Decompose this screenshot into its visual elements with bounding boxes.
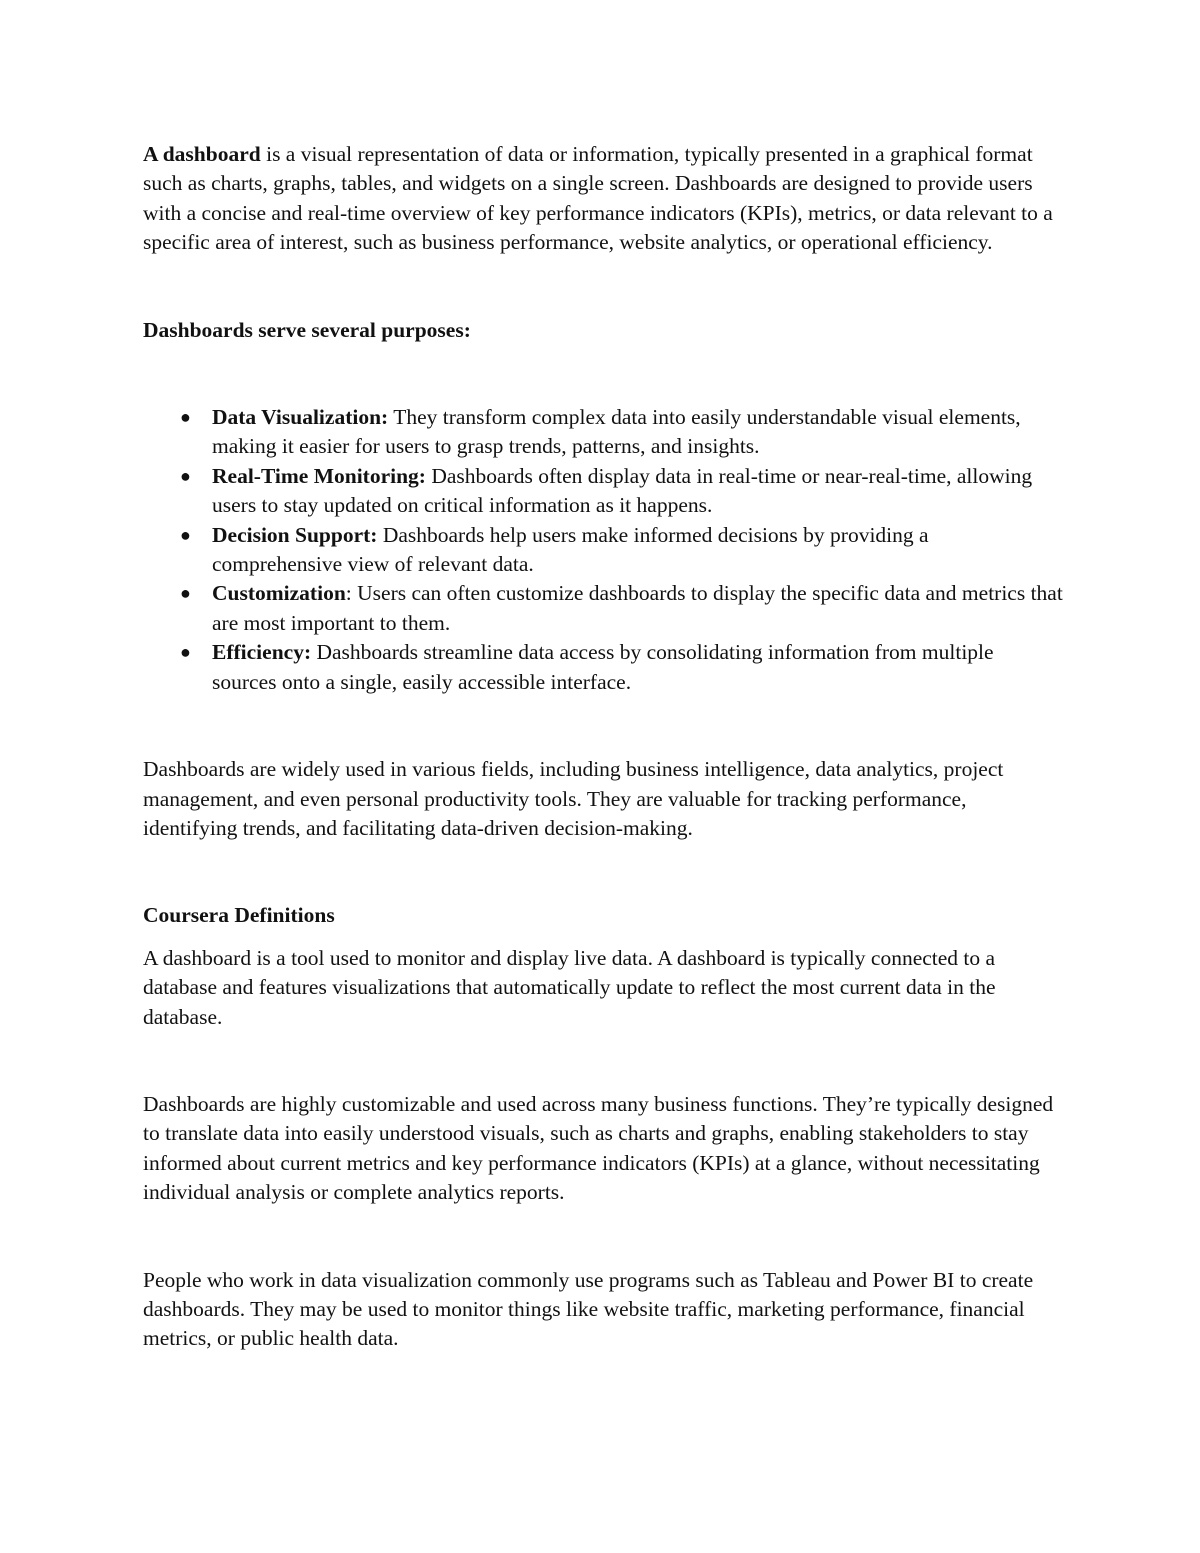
bullet-icon: ● (180, 583, 191, 604)
bullet-icon: ● (180, 524, 191, 545)
coursera-paragraph-2: Dashboards are highly customizable and used across many business functions. They’re typically designed to translate data into easily understood visuals, such as charts and graphs, enabling stakeholders to stay informed about current metrics and key performance indicators (KPIs) at a glance, without necessitating individual analysis or complete analytics reports. (143, 1091, 1054, 1205)
list-item (180, 462, 1063, 521)
intro-paragraph (143, 140, 1063, 258)
purpose-text: Dashboards often display data in real-time or near-real-time, allowing users to stay updated on critical information as it happens. (212, 463, 1033, 518)
bullet-icon: ● (180, 465, 191, 486)
intro-text: is a visual representation of data or information, typically presented in a graphical format such as charts, graphs, tables, and widgets on a single screen. Dashboards are designed to provide users with a concise and real-time overview of key performance indicators (KPIs), metrics, or data relevant to a specific area of interest, such as business performance, website analytics, or operational efficiency. (143, 142, 1053, 255)
coursera-paragraph-3: People who work in data visualization commonly use programs such as Tableau and Power BI to create dashboards. They may be used to monitor things like website traffic, marketing performance, financial metrics, or public health data. (143, 1267, 1034, 1351)
purpose-text: Dashboards help users make informed decisions by providing a comprehensive view of relevant data. (212, 522, 929, 577)
purpose-text: : Users can often customize dashboards to display the specific data and metrics that are most important to them. (212, 581, 1063, 635)
fields-paragraph: Dashboards are widely used in various fields, including business intelligence, data analytics, project management, and even personal productivity tools. They are valuable for tracking performance, identifying trends, and facilitating data-driven decision-making. (143, 757, 1004, 840)
coursera-heading: Coursera Definitions (143, 903, 335, 928)
purpose-term: Efficiency: (212, 640, 312, 665)
purpose-term: Data Visualization: (212, 405, 389, 430)
list-item (180, 521, 1063, 580)
purpose-term: Decision Support: (212, 522, 378, 547)
purpose-term: Real-Time Monitoring: (212, 463, 426, 488)
coursera-paragraph-1: A dashboard is a tool used to monitor and display live data. A dashboard is typically connected to a database and features visualizations that automatically update to reflect the most current data in the database. (143, 945, 996, 1029)
purpose-text: They transform complex data into easily understandable visual elements, making it easier for users to grasp trends, patterns, and insights. (212, 405, 1021, 459)
bullet-icon: ● (180, 642, 191, 663)
bullet-icon: ● (180, 407, 191, 428)
document-page (143, 140, 1063, 1354)
list-item (180, 579, 1063, 638)
purposes-list (143, 403, 1063, 697)
purpose-term: Customization (212, 581, 346, 606)
list-item (180, 403, 1063, 462)
purpose-text: Dashboards streamline data access by consolidating information from multiple sources onto a single, easily accessible interface. (212, 640, 994, 694)
purposes-heading: Dashboards serve several purposes: (143, 317, 471, 342)
intro-lead-term: A dashboard (143, 142, 261, 166)
list-item (180, 638, 1063, 697)
